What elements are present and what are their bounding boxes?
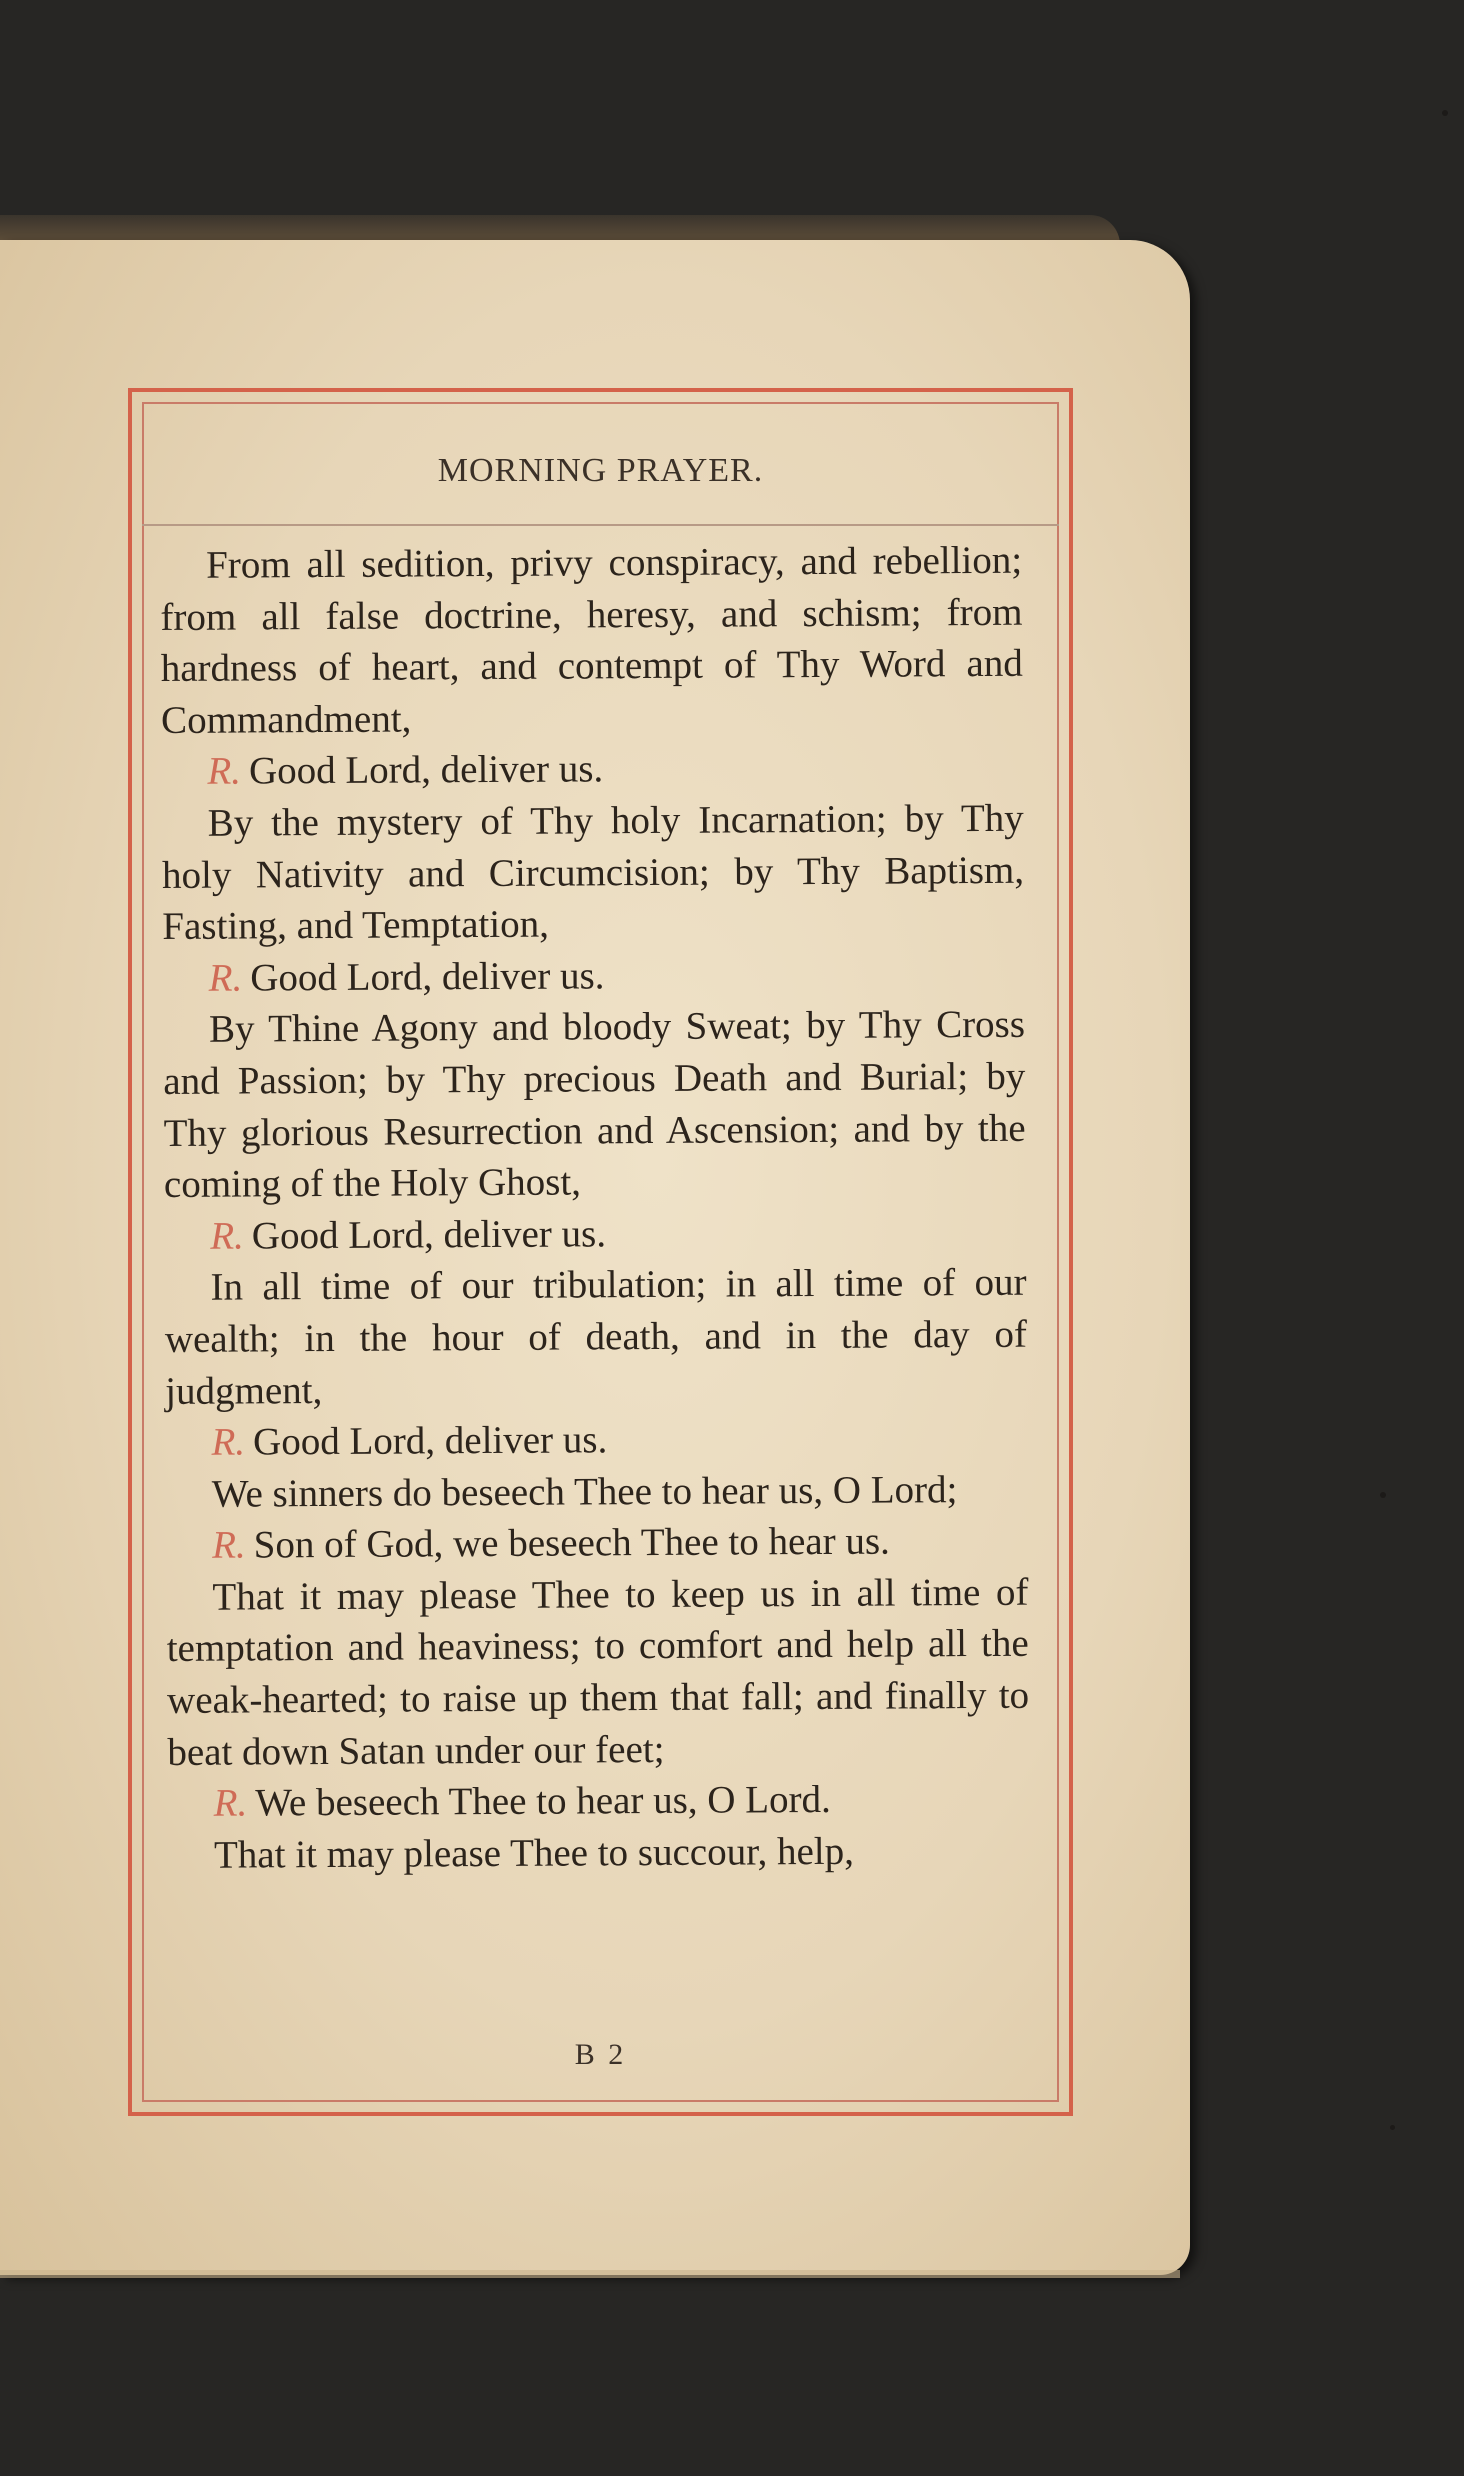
- response-text: Good Lord, deliver us.: [248, 747, 604, 793]
- petition-paragraph: By the mystery of Thy holy Incarnation; by Thy holy Nativity and Circumcision; by Thy Baptism, Fasting, and Temptation,: [161, 796, 1025, 949]
- response-symbol: R.: [207, 749, 242, 794]
- petition-paragraph: We sinners do beseech Thee to hear us, O Lord;: [211, 1467, 958, 1516]
- dust-speck: [1442, 110, 1448, 116]
- response-line: [164, 1205, 1026, 1262]
- response-symbol: R.: [213, 1781, 248, 1825]
- response-text: We beseech Thee to hear us, O Lord.: [255, 1778, 831, 1825]
- response-line: [165, 1412, 1027, 1469]
- petition-paragraph: That it may please Thee to keep us in all time of temptation and heaviness; to comfort and help all the weak-hearted; to raise up them that fall; and finally to beat down Satan under our feet;: [166, 1570, 1030, 1774]
- response-symbol: R.: [211, 1420, 246, 1464]
- dust-speck: [1390, 2125, 1395, 2130]
- head-rule: [142, 524, 1059, 526]
- response-line: [168, 1773, 1030, 1830]
- dust-speck: [1380, 1492, 1386, 1498]
- response-text: Good Lord, deliver us.: [252, 1418, 608, 1464]
- response-symbol: R.: [210, 1214, 244, 1258]
- prayer-text: [160, 535, 1030, 1882]
- response-line: [163, 947, 1025, 1004]
- petition-paragraph: From all sedition, privy conspiracy, and rebellion; from all false doctrine, heresy, and schism; from hardness of heart, and contempt of Thy Word and Commandment,: [160, 538, 1023, 742]
- response-text: Good Lord, deliver us.: [251, 1212, 607, 1258]
- signature-mark: B 2: [574, 2038, 627, 2071]
- response-line: [166, 1515, 1028, 1572]
- response-text: Good Lord, deliver us.: [250, 954, 605, 1000]
- response-text: Son of God, we beseech Thee to hear us.: [253, 1519, 890, 1567]
- response-symbol: R.: [208, 956, 243, 1000]
- petition-paragraph: In all time of our tribulation; in all time of our wealth; in the hour of death, and in the day of judgment,: [164, 1261, 1027, 1413]
- response-line: [161, 741, 1023, 798]
- running-head: MORNING PRAYER.: [437, 452, 764, 489]
- response-symbol: R.: [212, 1523, 246, 1567]
- petition-paragraph: By Thine Agony and bloody Sweat; by Thy Cross and Passion; by Thy precious Death and Burial; by Thy glorious Resurrection and Ascension; and by the coming of the Holy Ghost,: [163, 1003, 1026, 1207]
- page-bottom-edge: [0, 2270, 1180, 2278]
- petition-paragraph: That it may please Thee to succour, help,: [213, 1829, 855, 1877]
